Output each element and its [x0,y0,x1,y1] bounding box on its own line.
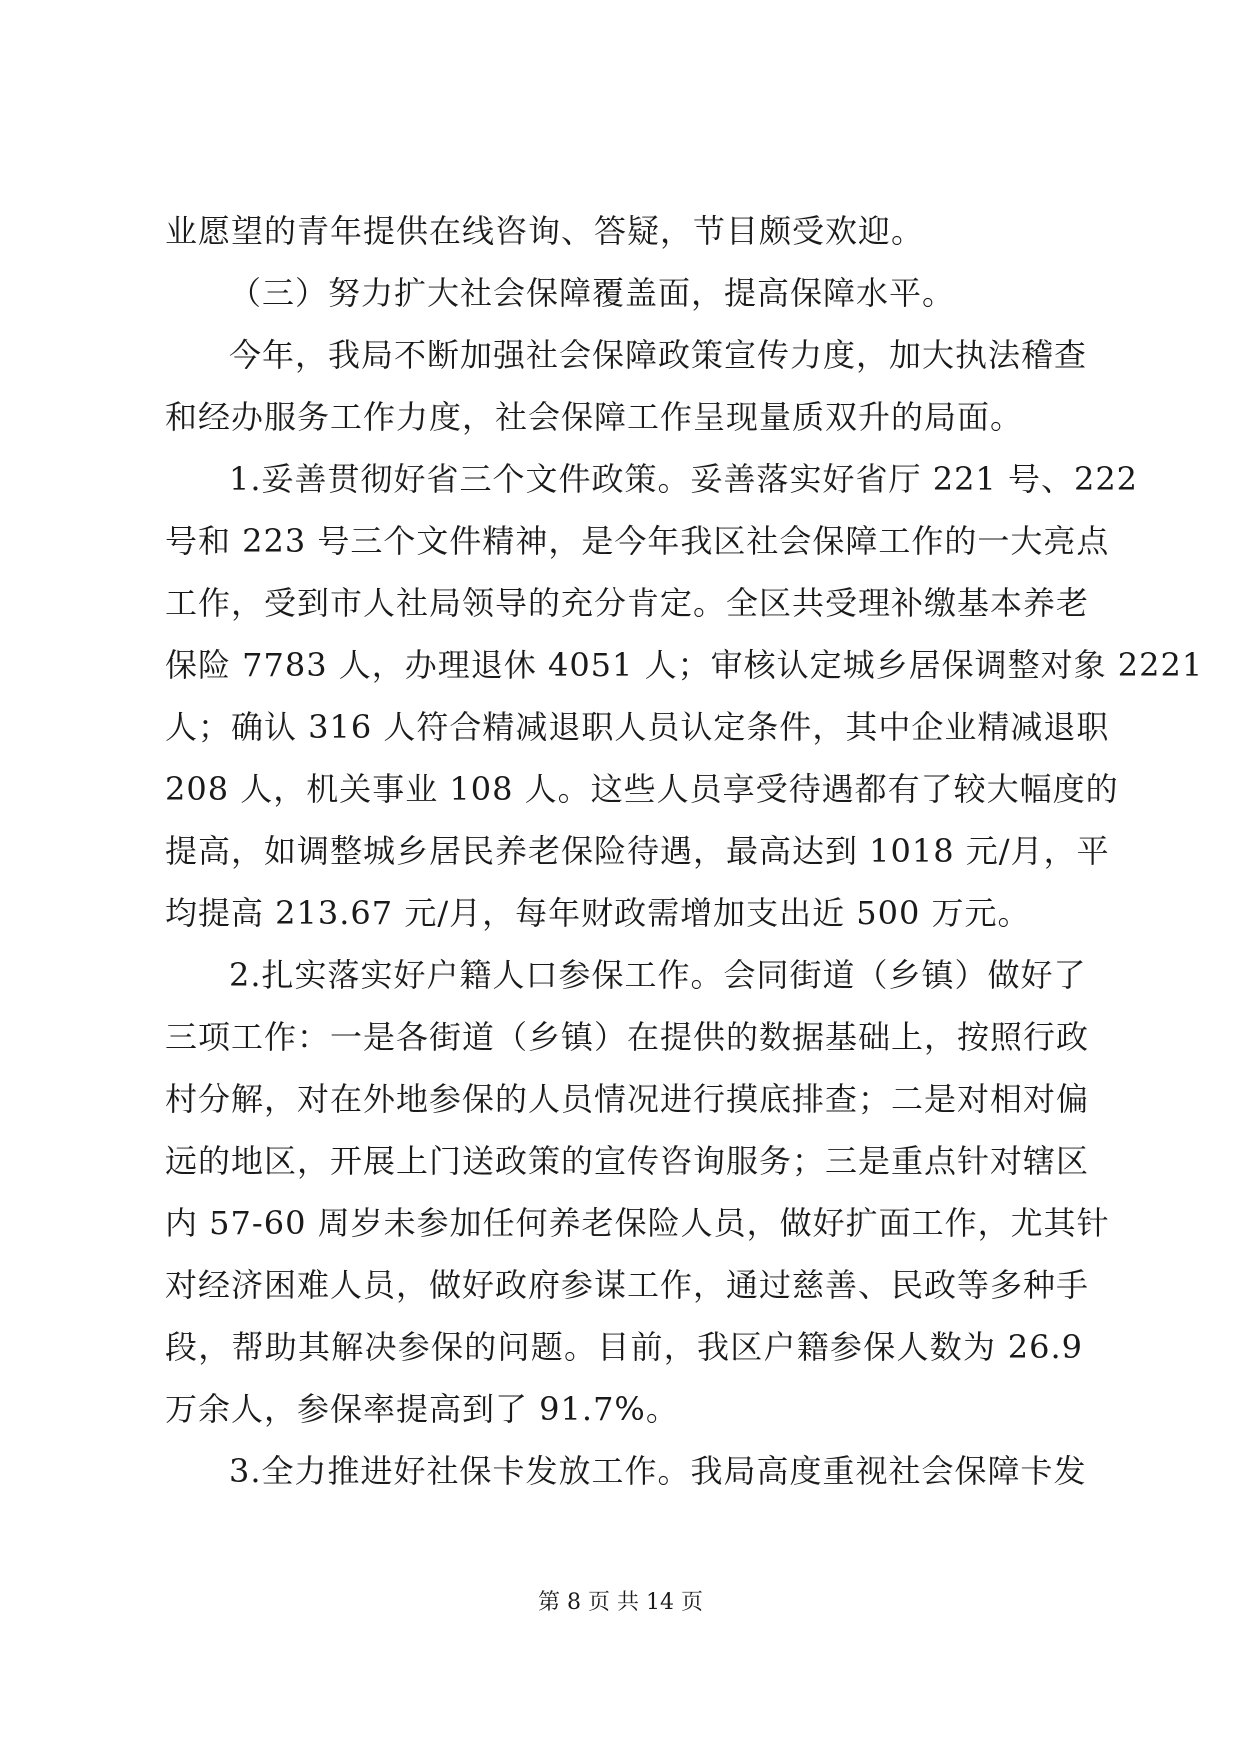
text-line: （三）努力扩大社会保障覆盖面，提高保障水平。 [229,274,956,312]
text-line: 3.全力推进好社保卡发放工作。我局高度重视社会保障卡发 [229,1452,1087,1490]
text-line: 和经办服务工作力度，社会保障工作呈现量质双升的局面。 [165,398,1024,436]
text-line: 内 57-60 周岁未参加任何养老保险人员，做好扩面工作，尤其针 [165,1204,1110,1242]
text-line: 工作，受到市人社局领导的充分肯定。全区共受理补缴基本养老 [165,584,1090,622]
text-line: 段，帮助其解决参保的问题。目前，我区户籍参保人数为 26.9 [165,1328,1083,1366]
text-line: 2.扎实落实好户籍人口参保工作。会同街道（乡镇）做好了 [229,956,1087,994]
text-line: 村分解，对在外地参保的人员情况进行摸底排查；二是对相对偏 [165,1080,1090,1118]
text-line: 提高，如调整城乡居民养老保险待遇，最高达到 1018 元/月，平 [165,832,1110,870]
text-line: 远的地区，开展上门送政策的宣传咨询服务；三是重点针对辖区 [165,1142,1090,1180]
document-body [165,200,1204,1502]
page-number-footer: 第 8 页 共 14 页 [538,1590,703,1615]
text-line: 业愿望的青年提供在线咨询、答疑，节目颇受欢迎。 [165,212,925,250]
text-line: 208 人，机关事业 108 人。这些人员享受待遇都有了较大幅度的 [165,770,1119,808]
text-line: 号和 223 号三个文件精神，是今年我区社会保障工作的一大亮点 [165,522,1110,560]
text-line: 万余人，参保率提高到了 91.7%。 [165,1390,679,1428]
text-line: 1.妥善贯彻好省三个文件政策。妥善落实好省厅 221 号、222 [229,460,1139,498]
text-line: 对经济困难人员，做好政府参谋工作，通过慈善、民政等多种手 [165,1266,1090,1304]
text-line: 今年，我局不断加强社会保障政策宣传力度，加大执法稽查 [229,336,1088,374]
text-line: 三项工作：一是各街道（乡镇）在提供的数据基础上，按照行政 [165,1018,1090,1056]
text-line: 人；确认 316 人符合精减退职人员认定条件，其中企业精减退职 [165,708,1110,746]
text-line: 保险 7783 人，办理退休 4051 人；审核认定城乡居保调整对象 2221 [165,646,1204,684]
text-line: 均提高 213.67 元/月，每年财政需增加支出近 500 万元。 [165,894,1031,932]
